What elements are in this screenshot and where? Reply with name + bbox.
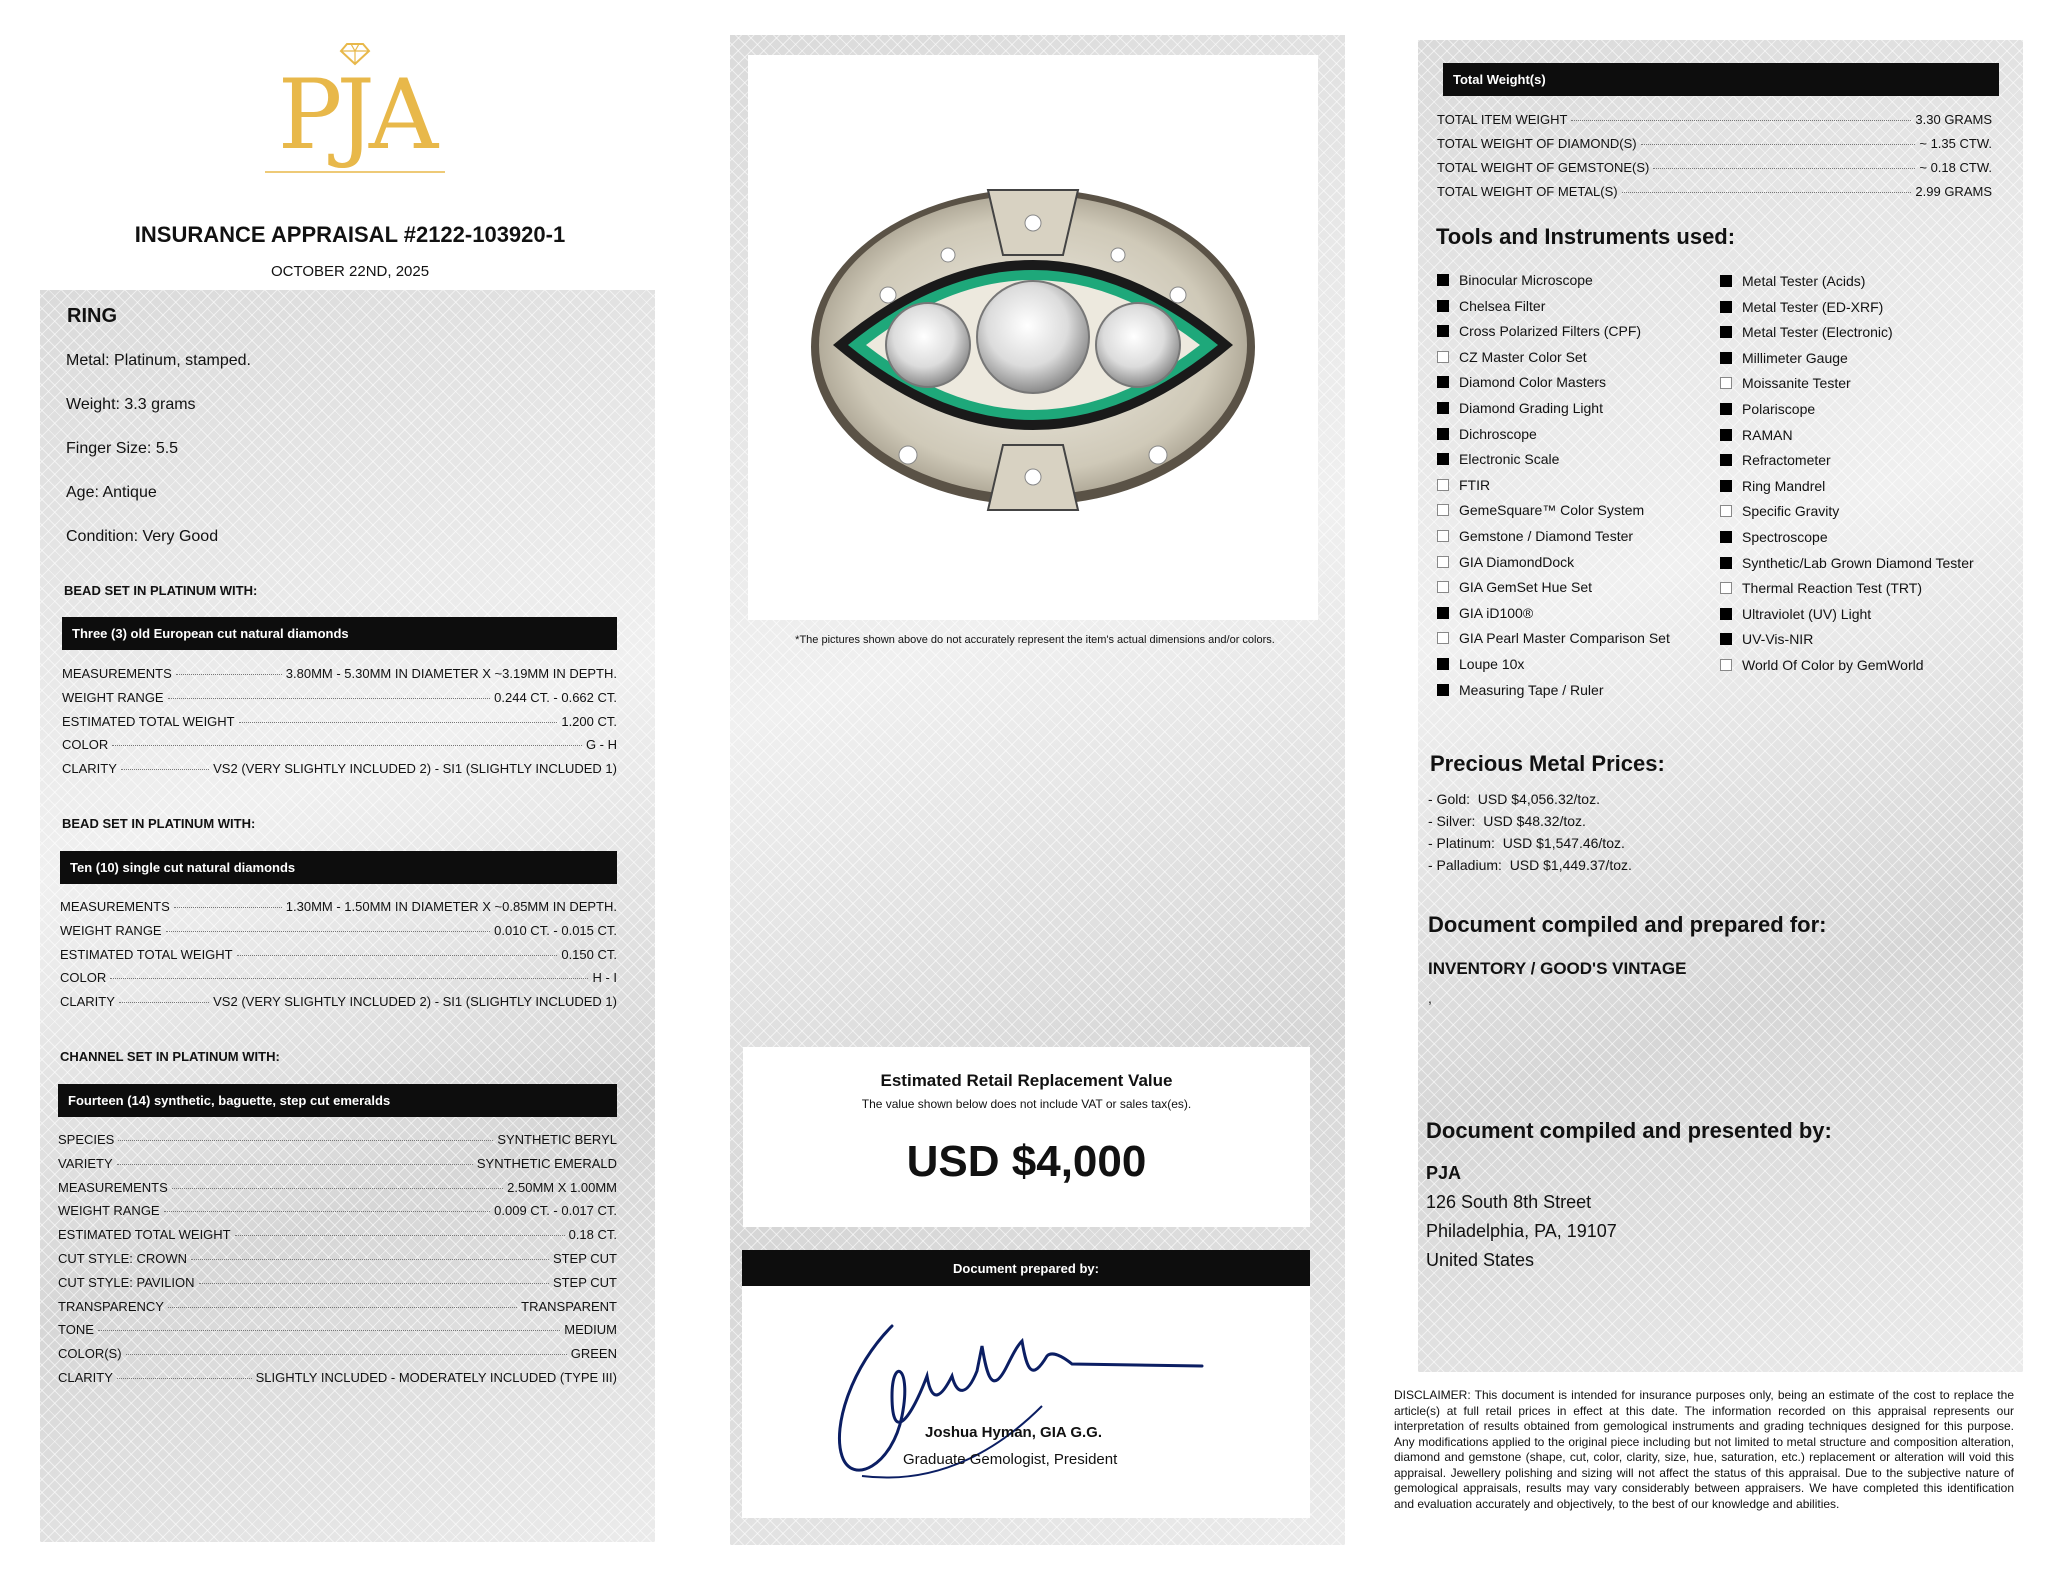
tool-checkbox	[1720, 275, 1732, 287]
signature-box	[742, 1286, 1310, 1518]
tool-label: Metal Tester (Electronic)	[1742, 324, 1893, 341]
spec-label: MEASUREMENTS	[60, 899, 170, 914]
tool-label: Chelsea Filter	[1459, 297, 1546, 314]
spec-value: 1.200 CT.	[561, 713, 617, 729]
item-detail: Metal: Platinum, stamped.	[66, 352, 251, 369]
tool-label: Ring Mandrel	[1742, 477, 1826, 494]
item-detail: Finger Size: 5.5	[66, 440, 179, 457]
weight-label: TOTAL WEIGHT OF METAL(S)	[1437, 184, 1618, 199]
item-detail: Condition: Very Good	[66, 528, 219, 545]
prepared-by-label: Document prepared by:	[953, 1260, 1099, 1276]
tool-checkbox	[1720, 505, 1732, 517]
leader-dots	[110, 978, 588, 979]
spec-value: 0.010 CT. - 0.015 CT.	[494, 922, 617, 938]
weight-row	[1437, 112, 1992, 127]
tool-item	[1437, 630, 1670, 646]
tool-item	[1720, 503, 1839, 519]
tool-checkbox	[1720, 480, 1732, 492]
leader-dots	[126, 1354, 567, 1355]
tool-checkbox	[1720, 301, 1732, 313]
spec-value: G - H	[585, 737, 617, 753]
spec-label: CLARITY	[58, 1370, 113, 1385]
tool-label: Ultraviolet (UV) Light	[1742, 605, 1872, 622]
metal-prices-title: Precious Metal Prices:	[1430, 751, 1665, 776]
tool-label: Moissanite Tester	[1742, 375, 1851, 392]
tool-item	[1720, 324, 1893, 340]
spec-label: ESTIMATED TOTAL WEIGHT	[60, 946, 233, 962]
spec-value: 0.18 CT.	[568, 1227, 617, 1243]
stone-title: Fourteen (14) synthetic, baguette, step cut emeralds	[68, 1093, 391, 1108]
leader-dots	[166, 931, 491, 932]
address-line: 126 South 8th Street	[1426, 1192, 1592, 1212]
spec-value: 0.244 CT. - 0.662 CT.	[494, 689, 617, 705]
spec-label: CLARITY	[62, 761, 117, 777]
leader-dots	[168, 1307, 517, 1308]
spec-row	[60, 947, 617, 962]
tool-item	[1720, 427, 1793, 443]
address-line: United States	[1426, 1250, 1535, 1270]
stone-title-bar	[60, 851, 617, 884]
leader-dots	[112, 745, 582, 746]
tool-item	[1437, 426, 1537, 442]
spec-row	[60, 994, 617, 1009]
prepared-for-name: INVENTORY / GOOD'S VINTAGE	[1428, 959, 1687, 978]
tool-item	[1720, 555, 1974, 571]
tool-label: FTIR	[1459, 476, 1491, 493]
leader-dots	[118, 1140, 493, 1141]
total-weight-label: Total Weight(s)	[1453, 72, 1546, 87]
tool-item	[1720, 478, 1825, 494]
spec-value: 3.80MM - 5.30MM IN DIAMETER X ~3.19MM IN DEPTH.	[285, 666, 617, 681]
spec-row	[58, 1227, 617, 1242]
spec-value: STEP CUT	[552, 1251, 617, 1266]
spec-row	[58, 1346, 617, 1361]
tool-label: Diamond Color Masters	[1459, 374, 1607, 391]
spec-row	[60, 923, 617, 938]
tool-label: Dichroscope	[1459, 425, 1537, 442]
stone-title: Three (3) old European cut natural diamonds	[72, 626, 349, 641]
tool-checkbox	[1437, 581, 1449, 593]
page-title: INSURANCE APPRAISAL #2122-103920-1	[134, 222, 566, 247]
ring-image	[748, 55, 1318, 620]
stone-title: Ten (10) single cut natural diamonds	[70, 860, 296, 875]
presented-by-title: Document compiled and presented by:	[1426, 1118, 1832, 1143]
tool-checkbox	[1720, 429, 1732, 441]
metal-price: - Silver: USD $48.32/toz.	[1428, 813, 1586, 829]
leader-dots	[117, 1164, 473, 1165]
tool-checkbox	[1437, 351, 1449, 363]
tool-checkbox	[1437, 402, 1449, 414]
item-detail: Weight: 3.3 grams	[66, 396, 196, 413]
tool-checkbox	[1720, 377, 1732, 389]
spec-value: STEP CUT	[552, 1274, 617, 1290]
leader-dots	[1653, 168, 1915, 169]
weight-value: ~ 0.18 CTW.	[1919, 160, 1992, 175]
tool-checkbox	[1437, 632, 1449, 644]
stone-section-heading: CHANNEL SET IN PLATINUM WITH:	[60, 1049, 280, 1064]
spec-row	[58, 1370, 617, 1385]
pja-logo	[255, 38, 455, 178]
spec-value: TRANSPARENT	[521, 1298, 617, 1314]
leader-dots	[174, 907, 282, 908]
spec-row	[58, 1203, 617, 1218]
tool-item	[1437, 502, 1644, 518]
leader-dots	[172, 1188, 503, 1189]
spec-row	[62, 690, 617, 705]
tool-label: Cross Polarized Filters (CPF)	[1459, 323, 1642, 340]
spec-label: CLARITY	[60, 994, 115, 1010]
tool-item	[1437, 374, 1606, 390]
spec-label: MEASUREMENTS	[62, 666, 172, 681]
tool-label: UV-Vis-NIR	[1742, 631, 1814, 648]
tool-checkbox	[1720, 557, 1732, 569]
leader-dots	[168, 698, 491, 699]
tool-checkbox	[1437, 607, 1449, 619]
tool-item	[1720, 631, 1813, 647]
tool-item	[1437, 323, 1641, 339]
spec-value: VS2 (VERY SLIGHTLY INCLUDED 2) - SI1 (SLIGHTLY INCLUDED 1)	[213, 994, 617, 1010]
logo-text: PJA	[277, 59, 433, 171]
tool-item	[1720, 401, 1815, 417]
tool-checkbox	[1437, 428, 1449, 440]
spec-value: 1.30MM - 1.50MM IN DIAMETER X ~0.85MM IN DEPTH.	[285, 899, 617, 914]
spec-label: CUT STYLE: PAVILION	[58, 1274, 195, 1290]
tool-label: GemeSquare™ Color System	[1459, 502, 1645, 519]
tool-item	[1720, 375, 1851, 391]
valuation-note: The value shown below does not include VAT or sales tax(es).	[861, 1097, 1192, 1111]
tool-label: GIA DiamondDock	[1459, 553, 1575, 570]
weight-row	[1437, 184, 1992, 199]
weight-label: TOTAL ITEM WEIGHT	[1437, 112, 1568, 127]
spec-value: 2.50MM X 1.00MM	[507, 1179, 617, 1195]
tool-item	[1720, 452, 1831, 468]
tool-label: Binocular Microscope	[1459, 272, 1593, 288]
leader-dots	[239, 722, 558, 723]
tool-checkbox	[1437, 300, 1449, 312]
leader-dots	[237, 955, 558, 956]
spec-label: CUT STYLE: CROWN	[58, 1251, 188, 1266]
spec-row	[58, 1251, 617, 1266]
tool-checkbox	[1437, 684, 1449, 696]
tool-checkbox	[1437, 376, 1449, 388]
total-weight-bar	[1443, 63, 1999, 96]
prepared-for-extra: ,	[1428, 990, 1432, 1006]
tool-checkbox	[1437, 530, 1449, 542]
tool-checkbox	[1437, 504, 1449, 516]
spec-row	[62, 761, 617, 776]
preparer-role: Graduate Gemologist, President	[903, 1451, 1118, 1468]
tool-item	[1720, 350, 1848, 366]
tool-item	[1437, 298, 1545, 314]
spec-row	[58, 1156, 617, 1171]
leader-dots	[235, 1235, 565, 1236]
tool-label: Synthetic/Lab Grown Diamond Tester	[1742, 554, 1974, 571]
signature	[742, 1286, 1310, 1518]
preparer-name: Joshua Hyman, GIA G.G.	[925, 1424, 1102, 1441]
address-line: Philadelphia, PA, 19107	[1426, 1221, 1617, 1241]
tools-title: Tools and Instruments used:	[1436, 224, 1736, 249]
spec-row	[58, 1132, 617, 1147]
tool-item	[1720, 606, 1871, 622]
metal-price: - Gold: USD $4,056.32/toz.	[1428, 791, 1600, 807]
spec-label: ESTIMATED TOTAL WEIGHT	[58, 1227, 231, 1243]
tool-label: Thermal Reaction Test (TRT)	[1742, 580, 1922, 597]
tool-checkbox	[1720, 352, 1732, 364]
tool-label: Metal Tester (Acids)	[1742, 273, 1866, 289]
metal-price: - Platinum: USD $1,547.46/toz.	[1428, 835, 1625, 851]
leader-dots	[191, 1259, 549, 1260]
tool-label: GIA GemSet Hue Set	[1459, 579, 1593, 596]
leader-dots	[1622, 192, 1912, 193]
tool-item	[1437, 554, 1574, 570]
spec-value: H - I	[592, 970, 617, 986]
tool-item	[1437, 682, 1603, 698]
tool-item	[1437, 451, 1559, 467]
leader-dots	[164, 1211, 491, 1212]
tool-checkbox	[1720, 531, 1732, 543]
spec-row	[62, 666, 617, 681]
tool-checkbox	[1437, 453, 1449, 465]
spec-label: MEASUREMENTS	[58, 1179, 168, 1195]
tool-checkbox	[1437, 274, 1449, 286]
tool-item	[1720, 299, 1883, 315]
prepared-by-bar	[742, 1250, 1310, 1286]
spec-row	[60, 899, 617, 914]
tool-label: Gemstone / Diamond Tester	[1459, 528, 1634, 544]
valuation-amount: USD $4,000	[906, 1137, 1147, 1186]
spec-value: SYNTHETIC BERYL	[497, 1132, 617, 1147]
item-type: RING	[67, 305, 117, 327]
weight-row	[1437, 136, 1992, 151]
photo-disclaimer: *The pictures shown above do not accurately represent the item's actual dimensions and/or colors.	[795, 634, 1275, 646]
tool-item	[1437, 400, 1603, 416]
tool-checkbox	[1720, 659, 1732, 671]
stone-section-heading: BEAD SET IN PLATINUM WITH:	[64, 583, 258, 598]
spec-row	[58, 1275, 617, 1290]
tool-checkbox	[1720, 608, 1732, 620]
item-detail: Age: Antique	[66, 484, 157, 501]
tool-label: World Of Color by GemWorld	[1742, 657, 1924, 673]
spec-label: WEIGHT RANGE	[58, 1203, 160, 1219]
tool-checkbox	[1720, 633, 1732, 645]
spec-label: COLOR	[60, 970, 107, 986]
spec-label: COLOR	[62, 737, 109, 753]
spec-label: COLOR(S)	[58, 1346, 122, 1362]
tool-label: Spectroscope	[1742, 529, 1828, 545]
appraisal-date: OCTOBER 22ND, 2025	[270, 263, 430, 280]
tool-label: Electronic Scale	[1459, 451, 1560, 468]
leader-dots	[199, 1283, 549, 1284]
spec-label: ESTIMATED TOTAL WEIGHT	[62, 713, 235, 729]
tool-checkbox	[1720, 326, 1732, 338]
disclaimer: DISCLAIMER: This document is intended for insurance purposes only, being an estimate of the cost to replace the article(s) at full retail prices in effect at this date. The information recorded on this appraisal represents our interpretation of results obtained from gemological instruments and grading techniques designed for this purpose. Any modifications applied to the original piece including but not limited to metal structure and composition alteration, diamond and gemstone (shape, cut, color, clarity, size, hue, saturation, etc.) replacement or alteration will void this appraisal. Jewellery polishing and sizing will not affect the status of this appraisal. Due to the subjective nature of gemological appraisals, results may vary considerably between appraisers. We have completed this identification and evaluation accurately and objectively, to the best of our knowledge and abilities.	[1394, 1388, 2014, 1511]
leader-dots	[119, 1002, 209, 1003]
tool-item	[1437, 579, 1592, 595]
stone-title-bar	[58, 1084, 617, 1117]
spec-row	[58, 1180, 617, 1195]
stone-title-bar	[62, 617, 617, 650]
tool-item	[1720, 273, 1865, 289]
tool-item	[1437, 477, 1490, 493]
tool-label: Diamond Grading Light	[1459, 400, 1603, 416]
spec-label: TRANSPARENCY	[58, 1298, 164, 1314]
tool-label: Measuring Tape / Ruler	[1459, 681, 1604, 698]
leader-dots	[176, 674, 282, 675]
spec-value: GREEN	[570, 1346, 617, 1362]
weight-value: ~ 1.35 CTW.	[1919, 136, 1992, 151]
spec-row	[58, 1322, 617, 1337]
tool-item	[1437, 656, 1524, 672]
spec-value: 0.009 CT. - 0.017 CT.	[494, 1203, 617, 1219]
tool-checkbox	[1437, 325, 1449, 337]
spec-value: 0.150 CT.	[561, 946, 617, 962]
weight-label: TOTAL WEIGHT OF GEMSTONE(S)	[1437, 160, 1650, 175]
spec-value: SLIGHTLY INCLUDED - MODERATELY INCLUDED (TYPE III)	[255, 1370, 617, 1385]
tool-label: Loupe 10x	[1459, 656, 1525, 672]
tool-label: Millimeter Gauge	[1742, 349, 1848, 366]
address-line: PJA	[1426, 1163, 1462, 1183]
tool-item	[1437, 528, 1633, 544]
spec-value: MEDIUM	[564, 1322, 617, 1338]
weight-value: 2.99 GRAMS	[1915, 184, 1992, 199]
tool-label: Metal Tester (ED-XRF)	[1742, 298, 1884, 315]
tool-item	[1437, 349, 1587, 365]
tool-label: GIA Pearl Master Comparison Set	[1459, 630, 1670, 647]
spec-row	[62, 714, 617, 729]
weight-row	[1437, 160, 1992, 175]
ring-photo	[748, 55, 1318, 620]
weight-value: 3.30 GRAMS	[1915, 112, 1992, 127]
leader-dots	[1571, 120, 1911, 121]
leader-dots	[121, 769, 209, 770]
tool-item	[1437, 605, 1533, 621]
tool-item	[1437, 272, 1593, 288]
spec-row	[62, 737, 617, 752]
stone-section-heading: BEAD SET IN PLATINUM WITH:	[62, 816, 256, 831]
tool-checkbox	[1437, 479, 1449, 491]
tool-item	[1720, 657, 1924, 673]
spec-label: SPECIES	[58, 1132, 115, 1147]
tool-label: GIA iD100®	[1459, 604, 1534, 621]
metal-price: - Palladium: USD $1,449.37/toz.	[1428, 857, 1632, 873]
tool-checkbox	[1720, 454, 1732, 466]
leader-dots	[117, 1378, 252, 1379]
tool-checkbox	[1720, 582, 1732, 594]
spec-row	[60, 970, 617, 985]
tool-item	[1720, 529, 1828, 545]
spec-label: WEIGHT RANGE	[60, 922, 162, 938]
spec-label: TONE	[58, 1322, 94, 1338]
tool-checkbox	[1437, 658, 1449, 670]
tool-label: Polariscope	[1742, 401, 1816, 417]
tool-label: Specific Gravity	[1742, 503, 1840, 520]
tool-label: Refractometer	[1742, 452, 1831, 469]
leader-dots	[1641, 144, 1916, 145]
tool-checkbox	[1437, 556, 1449, 568]
spec-row	[58, 1299, 617, 1314]
spec-value: SYNTHETIC EMERALD	[476, 1155, 617, 1171]
weight-label: TOTAL WEIGHT OF DIAMOND(S)	[1437, 136, 1637, 151]
tool-label: CZ Master Color Set	[1459, 348, 1587, 365]
tool-checkbox	[1720, 403, 1732, 415]
prepared-for-title: Document compiled and prepared for:	[1428, 912, 1827, 937]
tool-item	[1720, 580, 1922, 596]
spec-label: VARIETY	[58, 1155, 113, 1171]
spec-value: VS2 (VERY SLIGHTLY INCLUDED 2) - SI1 (SLIGHTLY INCLUDED 1)	[213, 761, 617, 777]
spec-label: WEIGHT RANGE	[62, 689, 164, 705]
leader-dots	[98, 1330, 560, 1331]
tool-label: RAMAN	[1742, 426, 1793, 443]
valuation-title: Estimated Retail Replacement Value	[880, 1071, 1173, 1090]
